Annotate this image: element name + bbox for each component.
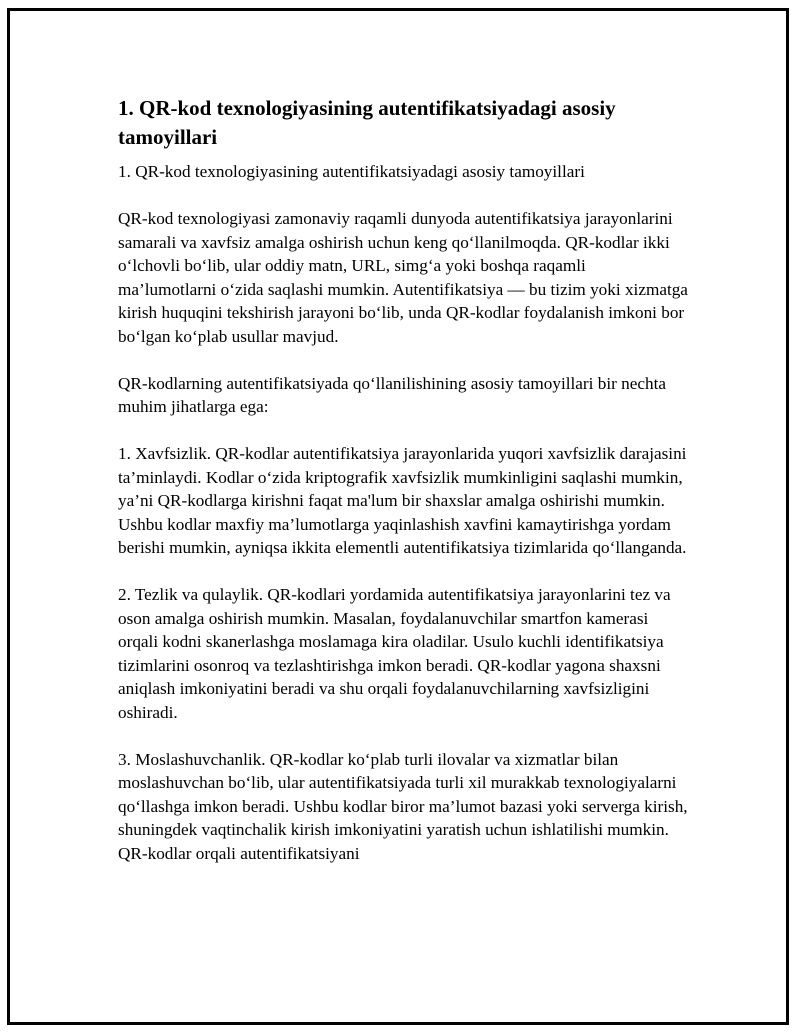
paragraph-speed-convenience: 2. Tezlik va qulaylik. QR-kodlari yordamida autentifikatsiya jarayonlarini tez va oson amalga oshirish mumkin. Masalan, foydalanuvchilar smartfon kamerasi orqali kodni skanerlashga moslamaga kira oladilar. Usulo kuchli identifikatsiya tizimlarini osonroq va tezlashtirishga imkon beradi. QR-kodlar yagona shaxsni aniqlash imkoniyatini beradi va shu orqali foydalanuvchilarning xavfsizligini oshiradi. <box>118 585 671 722</box>
paragraph-principles-lead: QR-kodlarning autentifikatsiyada qo‘llanilishining asosiy tamoyillari bir nechta muhim jihatlarga ega: <box>118 373 666 416</box>
document-body <box>118 94 688 889</box>
paragraph-flexibility: 3. Moslashuvchanlik. QR-kodlar ko‘plab turli ilovalar va xizmatlar bilan moslashuvchan bo‘lib, ular autentifikatsiyada turli xil murakkab texnologiyalarni qo‘llashga imkon beradi. Ushbu kodlar biror ma’lumot bazasi yoki serverga kirish, shuningdek vaqtinchalik kirish imkoniyatini yaratish uchun ishlatilishi mumkin. QR-kodlar orqali autentifikatsiyani <box>118 749 688 863</box>
paragraph-intro: QR-kod texnologiyasi zamonaviy raqamli dunyoda autentifikatsiya jarayonlarini samarali va xavfsiz amalga oshirish uchun keng qo‘llanilmoqda. QR-kodlar ikki o‘lchovli bo‘lib, ular oddiy matn, URL, simg‘a yoki boshqa raqamli ma’lumotlarni o‘zida saqlashi mumkin. Autentifikatsiya — bu tizim yoki xizmatga kirish huquqini tekshirish jarayoni bo‘lib, unda QR-kodlar foydalanish imkoni bor bo‘lgan ko‘plab usullar mavjud. <box>118 209 688 346</box>
document-heading: 1. QR-kod texnologiyasining autentifikatsiyadagi asosiy tamoyillari <box>118 96 616 149</box>
paragraph-subheading: 1. QR-kod texnologiyasining autentifikatsiyadagi asosiy tamoyillari <box>118 162 585 181</box>
paragraph-security: 1. Xavfsizlik. QR-kodlar autentifikatsiya jarayonlarida yuqori xavfsizlik darajasini ta’minlaydi. Kodlar o‘zida kriptografik xavfsizlik mumkinligini saqlashi mumkin, ya’ni QR-kodlarga kirishni faqat ma'lum bir shaxslar amalga oshirishi mumkin. Ushbu kodlar maxfiy ma’lumotlarga yaqinlashish xavfini kamaytirishga yordam berishi mumkin, ayniqsa ikkita elementli autentifikatsiya tizimlarida qo‘llanganda. <box>118 444 687 557</box>
